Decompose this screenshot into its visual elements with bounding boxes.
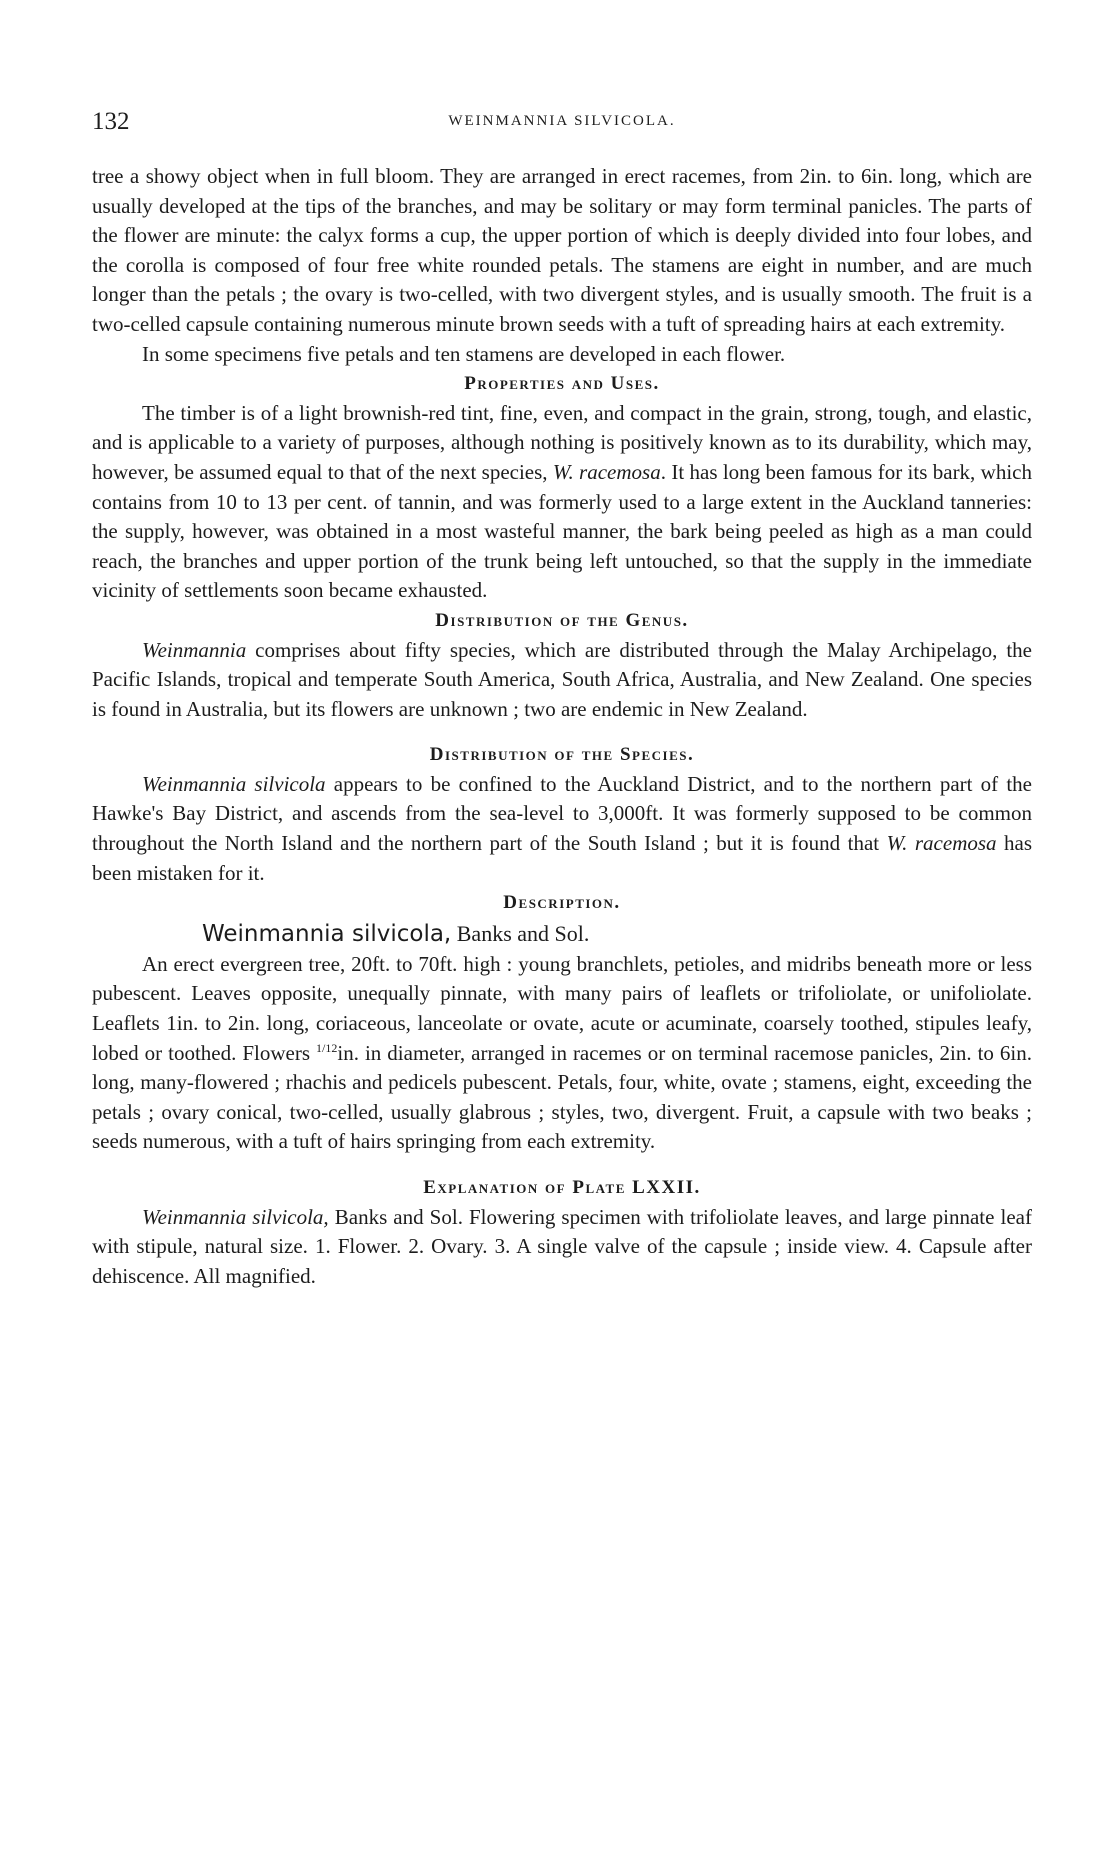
running-title: WEINMANNIA SILVICOLA. — [448, 113, 676, 129]
heading-distribution-genus: Distribution of the Genus. — [435, 609, 689, 631]
paragraph-genus: Weinmannia comprises about fifty species, which are distributed through the Malay Archipelago, the Pacific Islands, tropical and temperate South America, South Africa, Australia, and New Zealand. One species is found in Australia, but its flowers are unknown ; two are endemic in New Zealand. — [92, 637, 1032, 721]
paragraph-timber: The timber is of a light brownish-red tint, fine, even, and compact in the grain, strong, tough, and elastic, and is applicable to a variety of purposes, although nothing is positively known as to its durability, which may, however, be assumed equal to that of the next species, W. racemosa. It has long been famous for its bark, which contains from 10 to 13 per cent. of tannin, and was formerly used to a large extent in the Auckland tanneries: the supply, however, was obtained in a most wasteful manner, the bark being peeled as high as a man could reach, the branches and upper portion of the trunk being left untouched, so that the supply in the immediate vicinity of settlements soon became exhausted. — [92, 400, 1032, 603]
heading-distribution-species: Distribution of the Species. — [429, 744, 695, 766]
species-authority: Banks and Sol. — [451, 920, 590, 946]
species-name: Weinmannia silvicola, — [202, 920, 452, 947]
heading-properties-uses: Properties and Uses. — [464, 373, 660, 395]
species-heading — [92, 918, 1032, 950]
fraction: 1/12 — [316, 1040, 338, 1055]
page-body — [92, 162, 1032, 1291]
paragraph-flower-description: tree a showy object when in full bloom. They are arranged in erect racemes, from 2in. to 6in. long, which are usually developed at the tips of the branches, and may be solitary or may form terminal panicles. The parts of the flower are minute: the calyx forms a cup, the upper portion of which is deeply divided into four lobes, and the corolla is composed of four free white rounded petals. The stamens are eight in number, and are much longer than the petals ; the ovary is two-celled, with two divergent styles, and is usually smooth. The fruit is a two-celled capsule containing numerous minute brown seeds with a tuft of spreading hairs at each extremity. — [92, 164, 1032, 336]
paragraph-plate: Weinmannia silvicola, Banks and Sol. Flowering specimen with trifoliolate leaves, and large pinnate leaf with stipule, natural size. 1. Flower. 2. Ovary. 3. A single valve of the capsule ; inside view. 4. Capsule after dehiscence. All magnified. — [92, 1204, 1032, 1288]
heading-description: Description. — [503, 892, 621, 914]
page-header — [92, 108, 1032, 142]
paragraph-specimens: In some specimens five petals and ten stamens are developed in each flower. — [142, 341, 786, 366]
paragraph-species-distribution: Weinmannia silvicola appears to be confined to the Auckland District, and to the northern part of the Hawke's Bay District, and ascends from the sea-level to 3,000ft. It was formerly supposed to be common throughout the North Island and the northern part of the South Island ; but it is found that W. racemosa has been mistaken for it. — [92, 771, 1033, 885]
paragraph-description: An erect evergreen tree, 20ft. to 70ft. high : young branchlets, petioles, and midribs beneath more or less pubescent. Leaves opposite, unequally pinnate, with many pairs of leaflets or trifoliolate, or unifoliolate. Leaflets 1in. to 2in. long, coriaceous, lanceolate or ovate, acute or acuminate, coarsely toothed, stipules leafy, lobed or toothed. Flowers $^{1/12}$in. in diameter, arranged in racemes or on terminal racemose panicles, 2in. to 6in. long, many-flowered ; rhachis and pedicels pubescent. Petals, four, white, ovate ; stamens, eight, exceeding the petals ; ovary conical, two-celled, usually glabrous ; styles, two, divergent. Fruit, a capsule with two beaks ; seeds numerous, with a tuft of hairs springing from each extremity. — [92, 951, 1032, 1154]
page-number: 132 — [92, 108, 130, 135]
heading-plate-explanation: Explanation of Plate LXXII. — [423, 1177, 701, 1198]
